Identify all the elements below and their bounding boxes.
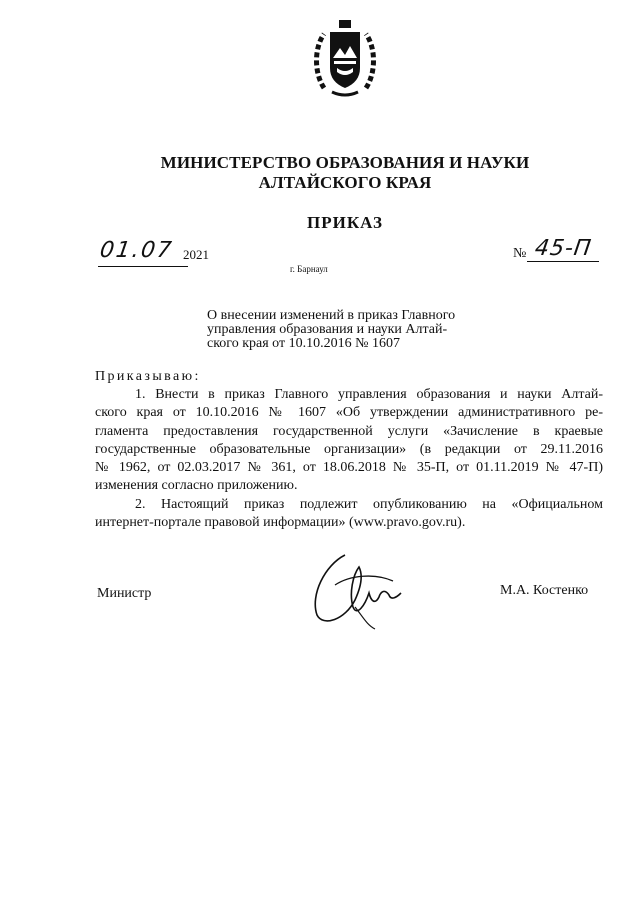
paragraph-1-line: ского края от 10.10.2016 № 1607 «Об утверждении административного ре- <box>95 405 603 421</box>
number-sign: № <box>513 246 527 261</box>
handwritten-date: 01.07 <box>98 238 175 263</box>
paragraph-1-line: изменения согласно приложению. <box>95 478 298 494</box>
paragraph-2-line: интернет-портале правовой информации» (www.pravo.gov.ru). <box>95 515 466 531</box>
paragraph-1-line: государственные образовательные организации» (в редакции от 29.11.2016 <box>95 441 603 457</box>
subject-line: управления образования и науки Алтай- <box>207 322 448 337</box>
handwritten-signature <box>305 545 415 635</box>
city: г. Барнаул <box>290 264 328 274</box>
coat-of-arms-emblem <box>312 18 378 102</box>
ministry-line-1: МИНИСТЕРСТВО ОБРАЗОВАНИЯ И НАУКИ <box>160 153 530 172</box>
paragraph-1-line: гламента предоставления государственной услуги «Зачисление в краевые <box>95 423 603 439</box>
handwritten-number: 45-П <box>533 236 594 261</box>
document-type: ПРИКАЗ <box>307 213 383 232</box>
order-body <box>95 386 603 532</box>
date-year: 2021 <box>183 247 209 262</box>
paragraph-2-line: 2. Настоящий приказ подлежит опубликованию на «Официальном <box>135 496 603 512</box>
signer-name: М.А. Костенко <box>500 583 589 598</box>
order-subject <box>207 309 487 351</box>
subject-line: О внесении изменений в приказ Главного <box>207 308 456 323</box>
signer-position: Министр <box>97 586 152 601</box>
ministry-line-2: АЛТАЙСКОГО КРАЯ <box>258 173 432 192</box>
ministry-name <box>130 153 560 193</box>
subject-line: ского края от 10.10.2016 № 1607 <box>207 336 400 351</box>
paragraph-1-line: № 1962, от 02.03.2017 № 361, от 18.06.2018 № 35-П, от 01.11.2019 № 47-П) <box>95 460 603 476</box>
paragraph-1-line: 1. Внести в приказ Главного управления образования и науки Алтай- <box>135 387 603 402</box>
order-word: Приказываю: <box>95 369 201 384</box>
